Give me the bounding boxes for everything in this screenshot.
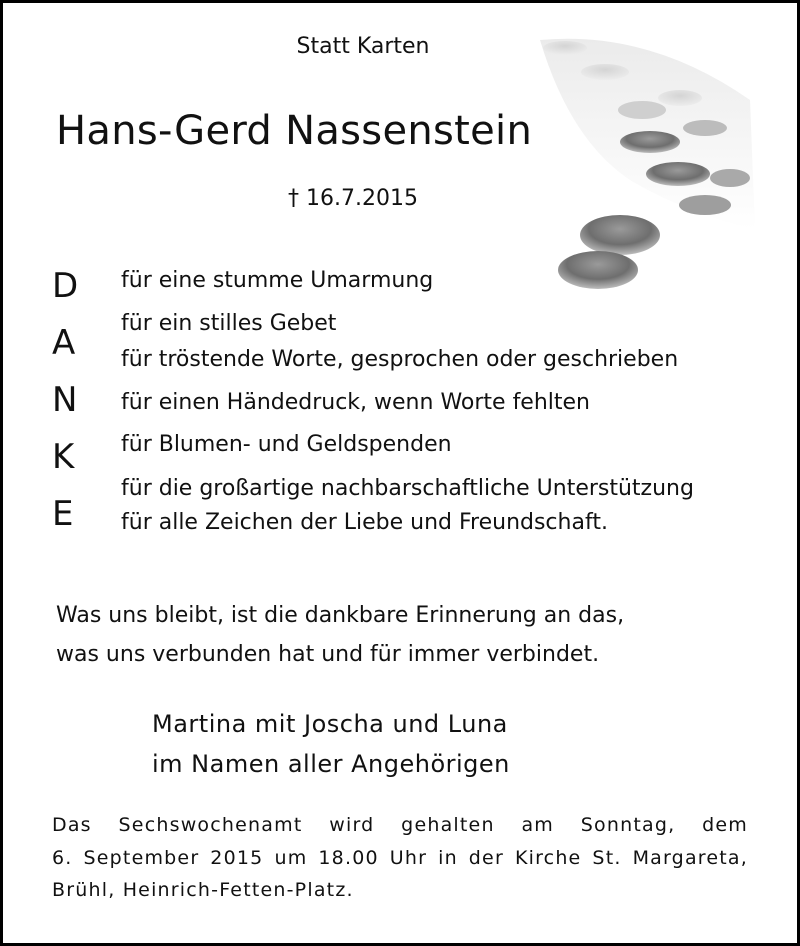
thanks-line: für tröstende Worte, gesprochen oder geschrieben <box>121 347 679 372</box>
stepping-stones-image <box>530 30 760 320</box>
danke-letter-a: A <box>52 323 76 363</box>
signature-line: Martina mit Joscha und Luna <box>152 710 508 738</box>
closing-line: was uns verbunden hat und für immer verbindet. <box>56 642 600 667</box>
thanks-line: für eine stumme Umarmung <box>121 268 434 293</box>
deceased-name: Hans-Gerd Nassenstein <box>56 108 533 154</box>
thanks-line: für Blumen- und Geldspenden <box>121 432 452 457</box>
thanks-line: für die großartige nachbarschaftliche Unterstützung <box>121 476 694 501</box>
notice-line: 6. September 2015 um 18.00 Uhr in der Kirche St. Margareta, <box>52 847 748 869</box>
closing-line: Was uns bleibt, ist die dankbare Erinnerung an das, <box>56 603 625 628</box>
danke-letter-n: N <box>52 380 78 420</box>
danke-letter-d: D <box>52 266 79 306</box>
thanks-line: für einen Händedruck, wenn Worte fehlten <box>121 390 591 415</box>
thanks-line: für ein stilles Gebet <box>121 311 337 336</box>
signature-line: im Namen aller Angehörigen <box>152 750 510 778</box>
danke-letter-e: E <box>52 494 74 534</box>
notice-line: Das Sechswochenamt wird gehalten am Sonntag, dem <box>52 814 748 836</box>
death-date: † 16.7.2015 <box>288 186 418 211</box>
notice-line: Brühl, Heinrich-Fetten-Platz. <box>52 879 354 901</box>
thanks-line: für alle Zeichen der Liebe und Freundschaft. <box>121 510 608 535</box>
header-statt-karten: Statt Karten <box>296 34 430 59</box>
danke-letter-k: K <box>52 437 75 477</box>
